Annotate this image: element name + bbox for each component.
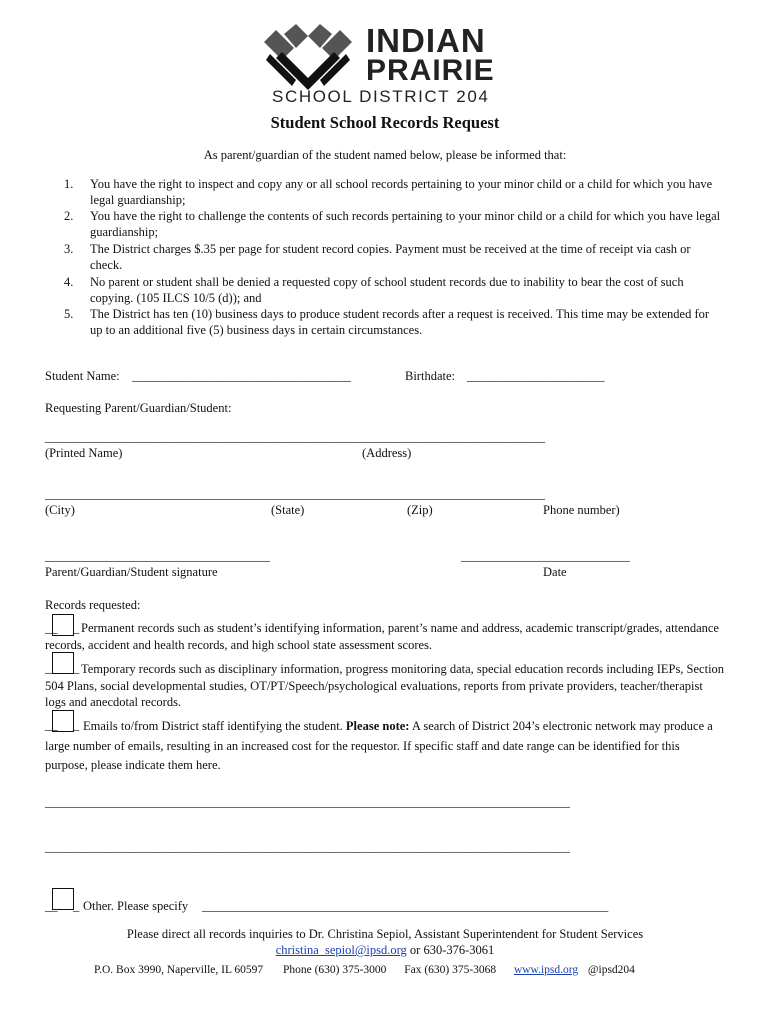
po-box: P.O. Box 3990, Naperville, IL 60597 xyxy=(94,964,264,976)
checkbox-underline: __ xyxy=(45,621,58,635)
right-item-2 xyxy=(64,208,724,240)
right-item-3 xyxy=(64,241,724,273)
temporary-records-text: Temporary records such as disciplinary information, progress monitoring data, special education records including IEPs, Section 504 Plans, social developmental studies, OT/PT/Speech/psychological evaluations, reports from private providers, teacher/therapist logs and anecdotal records. xyxy=(45,662,725,709)
right-text: No parent or student shall be denied a requested copy of school student records due to inability to bear the cost of such copying. (105 ILCS 10/5 (d)); and xyxy=(90,275,684,305)
birthdate-label: Birthdate: xyxy=(405,369,455,383)
date-label: Date xyxy=(543,565,567,579)
address-footer xyxy=(94,963,635,977)
right-item-5 xyxy=(64,306,724,338)
birthdate-field[interactable]: ______________________ xyxy=(467,369,605,383)
leaf-logo-icon xyxy=(262,24,354,90)
other-specify-field[interactable]: _________________________________________________________________ xyxy=(202,899,609,913)
right-text: You have the right to challenge the contents of such records pertaining to your minor child or a child for which you have legal guardianship; xyxy=(90,209,721,239)
right-text: The District charges $.35 per page for student record copies. Payment must be received at the time of receipt via cash or check. xyxy=(90,242,691,272)
zip-label: (Zip) xyxy=(407,503,433,517)
right-number: 3. xyxy=(64,242,74,256)
printed-name-label: (Printed Name) xyxy=(45,446,123,460)
signature-field[interactable]: ____________________________________ xyxy=(45,549,270,563)
right-text: You have the right to inspect and copy any or all school records pertaining to your minor child or a child for which you have legal guardianship; xyxy=(90,177,713,207)
emails-note: Please note: xyxy=(345,719,410,733)
right-text: The District has ten (10) business days to produce student records after a request is received. This time may be extended for up to an additional five (5) business days in certain circumstances. xyxy=(90,307,710,337)
address-label: (Address) xyxy=(362,446,412,460)
checkbox-underline: _ xyxy=(73,899,80,913)
requesting-label: Requesting Parent/Guardian/Student: xyxy=(45,401,232,415)
checkbox-underline: _ xyxy=(73,661,80,675)
permanent-records-text: Permanent records such as student’s identifying information, parent’s name and address, academic transcript/grades, attendance records, accident and health records, and high school state assessment scores. xyxy=(45,621,719,652)
city-label: (City) xyxy=(45,503,75,517)
right-number: 1. xyxy=(64,177,74,191)
checkbox-underline: __ xyxy=(45,899,58,913)
checkbox-underline: _ xyxy=(73,621,80,635)
emails-text-a: Emails to/from District staff identifying the student. xyxy=(83,719,343,733)
records-requested-label: Records requested: xyxy=(45,598,141,612)
phone-or-text: or 630-376-3061 xyxy=(409,943,495,957)
state-label: (State) xyxy=(271,503,305,517)
right-number: 4. xyxy=(64,275,74,289)
intro-text: As parent/guardian of the student named below, please be informed that: xyxy=(203,148,567,162)
checkbox-underline: __ xyxy=(45,718,58,732)
logo-line-3: SCHOOL DISTRICT 204 xyxy=(272,87,490,106)
website-link[interactable]: www.ipsd.org xyxy=(513,964,579,976)
logo-line-1: INDIAN xyxy=(366,22,486,59)
logo-line-2: PRAIRIE xyxy=(366,54,495,87)
date-field[interactable]: ___________________________ xyxy=(461,549,630,563)
emails-text xyxy=(45,717,725,776)
contact-line xyxy=(0,942,770,958)
other-label: Other. Please specify xyxy=(83,899,189,913)
emails-text-b: A search of District 204’s electronic network may produce a large number of emails, resulting in an increased cost for the requestor. If specific staff and date range can be identified for this purpose, please indicate them here. xyxy=(45,719,713,772)
checkbox-underline: _ xyxy=(73,718,80,732)
district-fax: Fax (630) 375-3068 xyxy=(404,964,497,976)
email-link[interactable]: christina_sepiol@ipsd.org xyxy=(275,943,407,957)
right-item-1 xyxy=(64,176,724,208)
staff-date-range-field-2[interactable]: ____________________________________________________________________________________ xyxy=(45,840,570,854)
student-name-field[interactable]: ___________________________________ xyxy=(132,369,351,383)
district-phone: Phone (630) 375-3000 xyxy=(282,964,387,976)
right-number: 5. xyxy=(64,307,74,321)
right-item-4 xyxy=(64,274,724,306)
staff-date-range-field-1[interactable]: ____________________________________________________________________________________ xyxy=(45,795,570,809)
printed-name-address-field[interactable]: ________________________________________________________________________________ xyxy=(45,430,545,444)
inquiries-text: Please direct all records inquiries to Dr. Christina Sepiol, Assistant Superintendent for Student Services xyxy=(126,927,644,941)
checkbox-underline: __ xyxy=(45,661,58,675)
city-state-zip-phone-field[interactable]: ________________________________________________________________________________ xyxy=(45,487,545,501)
phone-label: Phone number) xyxy=(543,503,620,517)
signature-label: Parent/Guardian/Student signature xyxy=(45,565,218,579)
student-name-label: Student Name: xyxy=(45,369,120,383)
right-number: 2. xyxy=(64,209,74,223)
page-title: Student School Records Request xyxy=(270,113,500,132)
social-handle: @ipsd204 xyxy=(587,964,635,976)
